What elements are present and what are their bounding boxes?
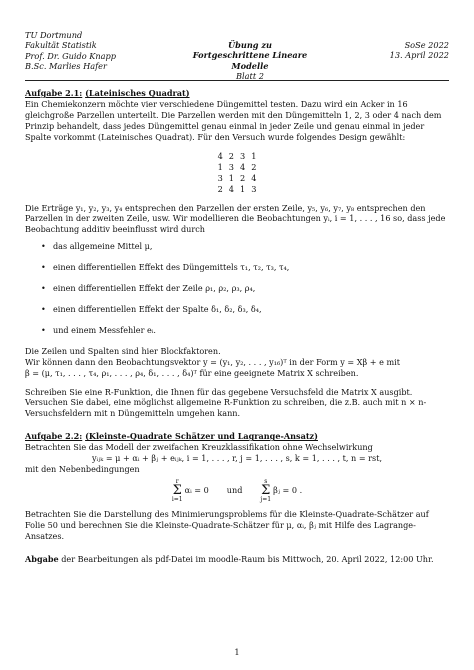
constraints-equation	[25, 479, 449, 503]
task-1-heading	[25, 88, 449, 99]
design-cell: 4	[251, 172, 257, 183]
sum-lower-limit: i=1	[171, 495, 183, 503]
submission-note	[25, 554, 449, 565]
sum-symbol: s Σ j=1	[260, 477, 272, 503]
design-cell: 1	[251, 150, 257, 161]
design-cell: 4	[228, 183, 234, 194]
page-number: 1	[234, 647, 240, 657]
header-semester: SoSe 2022	[404, 40, 449, 50]
task-2-intro: Betrachten Sie das Modell der zweifachen Kreuzklassifikation ohne Wechselwirkung	[25, 442, 373, 453]
constraints-und: und	[226, 485, 243, 496]
model-equation: yᵢⱼₖ = μ + αᵢ + βⱼ + eᵢⱼₖ, i = 1, . . . , r, j = 1, . . . , s, k = 1, . . . , t, n = rst,	[91, 453, 383, 464]
design-cell: 3	[240, 150, 246, 161]
list-item: • einen differentiellen Effekt der Spalte δ₁, δ₂, δ₃, δ₄,	[53, 304, 449, 315]
task-2-heading	[25, 431, 449, 442]
design-cell: 3	[251, 183, 257, 194]
task-1-model-description: Die Erträge y₁, y₂, y₃, y₄ entsprechen den Parzellen der ersten Zeile, y₅, y₆, y₇, y₈ entsprechen den Parzellen in der zweiten Zeile, usw. Wir modellieren die Beobachtungen yᵢ, i = 1, . . . , 16 so, dass jede Beobachtung additiv beeinflusst wird durch	[25, 202, 446, 235]
latin-square-design	[25, 151, 449, 195]
design-cell: 2	[217, 183, 223, 194]
header-sheet: Blatt 2	[236, 71, 264, 82]
list-item: • einen differentiellen Effekt des Düngemittels τ₁, τ₂, τ₃, τ₄,	[53, 262, 449, 273]
task-2-title: (Kleinste-Quadrate Schätzer und Lagrange-Ansatz)	[85, 431, 318, 442]
header-assistant: B.Sc. Marlies Hafer	[25, 61, 107, 72]
header-institution	[25, 30, 116, 72]
submission-text: der Bearbeitungen als pdf-Datei im moodle-Raum bis Mittwoch, 20. April 2022, 12:00 Uhr.	[58, 553, 434, 564]
page-header	[25, 30, 449, 80]
task-2-label: Aufgabe 2.2:	[25, 431, 83, 442]
task-2-assignment: Betrachten Sie die Darstellung des Minimierungsproblems für die Kleinste-Quadrate-Schätzer auf Folie 50 und berechnen Sie die Kleinste-Quadrate-Schätzer für μ, αᵢ, βⱼ mit Hilfe des Lagrange-Ansatzes.	[25, 508, 429, 541]
header-term	[390, 40, 449, 61]
design-row	[215, 162, 260, 173]
alpha-constraint-body: αᵢ = 0	[184, 485, 209, 496]
design-row	[215, 173, 260, 184]
task-1-label: Aufgabe 2.1:	[25, 88, 83, 98]
effects-list	[25, 241, 449, 336]
constraints-intro: mit den Nebenbedingungen	[25, 463, 140, 474]
task-1-assignment: Schreiben Sie eine R-Funktion, die Ihnen für das gegebene Versuchsfeld die Matrix X ausgibt. Versuchen Sie dabei, eine möglichst allgemeine R-Funktion zu schreiben, die z.B. auch mit n × n-Versuchsfeldern mit n Düngemitteln umgehen kann.	[25, 386, 427, 419]
list-item: • einen differentiellen Effekt der Zeile ρ₁, ρ₂, ρ₃, ρ₄,	[53, 283, 449, 294]
submission-label: Abgabe	[25, 553, 59, 564]
design-cell: 1	[228, 172, 234, 183]
design-cell: 2	[240, 172, 246, 183]
header-rule	[25, 80, 449, 81]
design-cell: 3	[217, 172, 223, 183]
design-cell: 4	[240, 161, 246, 172]
design-row	[215, 184, 260, 195]
beta-constraint-body: βⱼ = 0 .	[273, 485, 303, 496]
list-item: • das allgemeine Mittel μ,	[53, 241, 449, 252]
header-faculty: Fakultät Statistik	[25, 40, 97, 51]
task-1-title: (Lateinisches Quadrat)	[85, 88, 190, 98]
task-1-intro: Ein Chemiekonzern möchte vier verschiedene Düngemittel testen. Dazu wird ein Acker in 16 gleichgroße Parzellen unterteilt. Die Parzellen werden mit den Düngemitteln 1, 2, 3 oder 4 nach dem Prinzip behandelt, dass jedes Düngemittel genau einmal in jeder Zeile und genau einmal in jeder Spalte vorkommt (Lateinisches Quadrat). Für den Versuch wurde folgendes Design gewählt:	[25, 98, 442, 142]
header-date: 13. April 2022	[389, 50, 449, 61]
task-1-vector-form: Wir können dann den Beobachtungsvektor y = (y₁, y₂, . . . , y₁₆)ᵀ in der Form y = Xβ + e mit	[25, 356, 401, 367]
header-course	[175, 40, 325, 82]
design-cell: 3	[228, 161, 234, 172]
task-1-beta-definition: β = (μ, τ₁, . . . , τ₄, ρ₁, . . . , ρ₄, δ₁, . . . , δ₄)ᵀ für eine geeignete Matrix X schreiben.	[25, 367, 359, 378]
sum-upper-limit: s	[264, 477, 268, 485]
header-course-title: Fortgeschrittene Lineare Modelle	[192, 50, 308, 71]
sum-upper-limit: r	[175, 477, 179, 485]
design-cell: 4	[217, 150, 223, 161]
list-item: • und einem Messfehler eᵢ.	[53, 325, 449, 336]
design-row	[215, 151, 260, 162]
header-professor: Prof. Dr. Guido Knapp	[25, 50, 117, 61]
page-content	[25, 88, 449, 564]
design-cell: 2	[251, 161, 257, 172]
design-cell: 1	[240, 183, 246, 194]
header-course-prefix: Übung zu	[228, 40, 272, 50]
design-cell: 1	[217, 161, 223, 172]
task-1-block-factors: Die Zeilen und Spalten sind hier Blockfaktoren.	[25, 345, 221, 356]
alpha-constraint	[172, 479, 209, 503]
design-cell: 2	[228, 150, 234, 161]
header-university: TU Dortmund	[25, 30, 83, 40]
sum-symbol: r Σ i=1	[171, 477, 183, 503]
sum-lower-limit: j=1	[260, 495, 272, 503]
beta-constraint	[260, 479, 302, 503]
